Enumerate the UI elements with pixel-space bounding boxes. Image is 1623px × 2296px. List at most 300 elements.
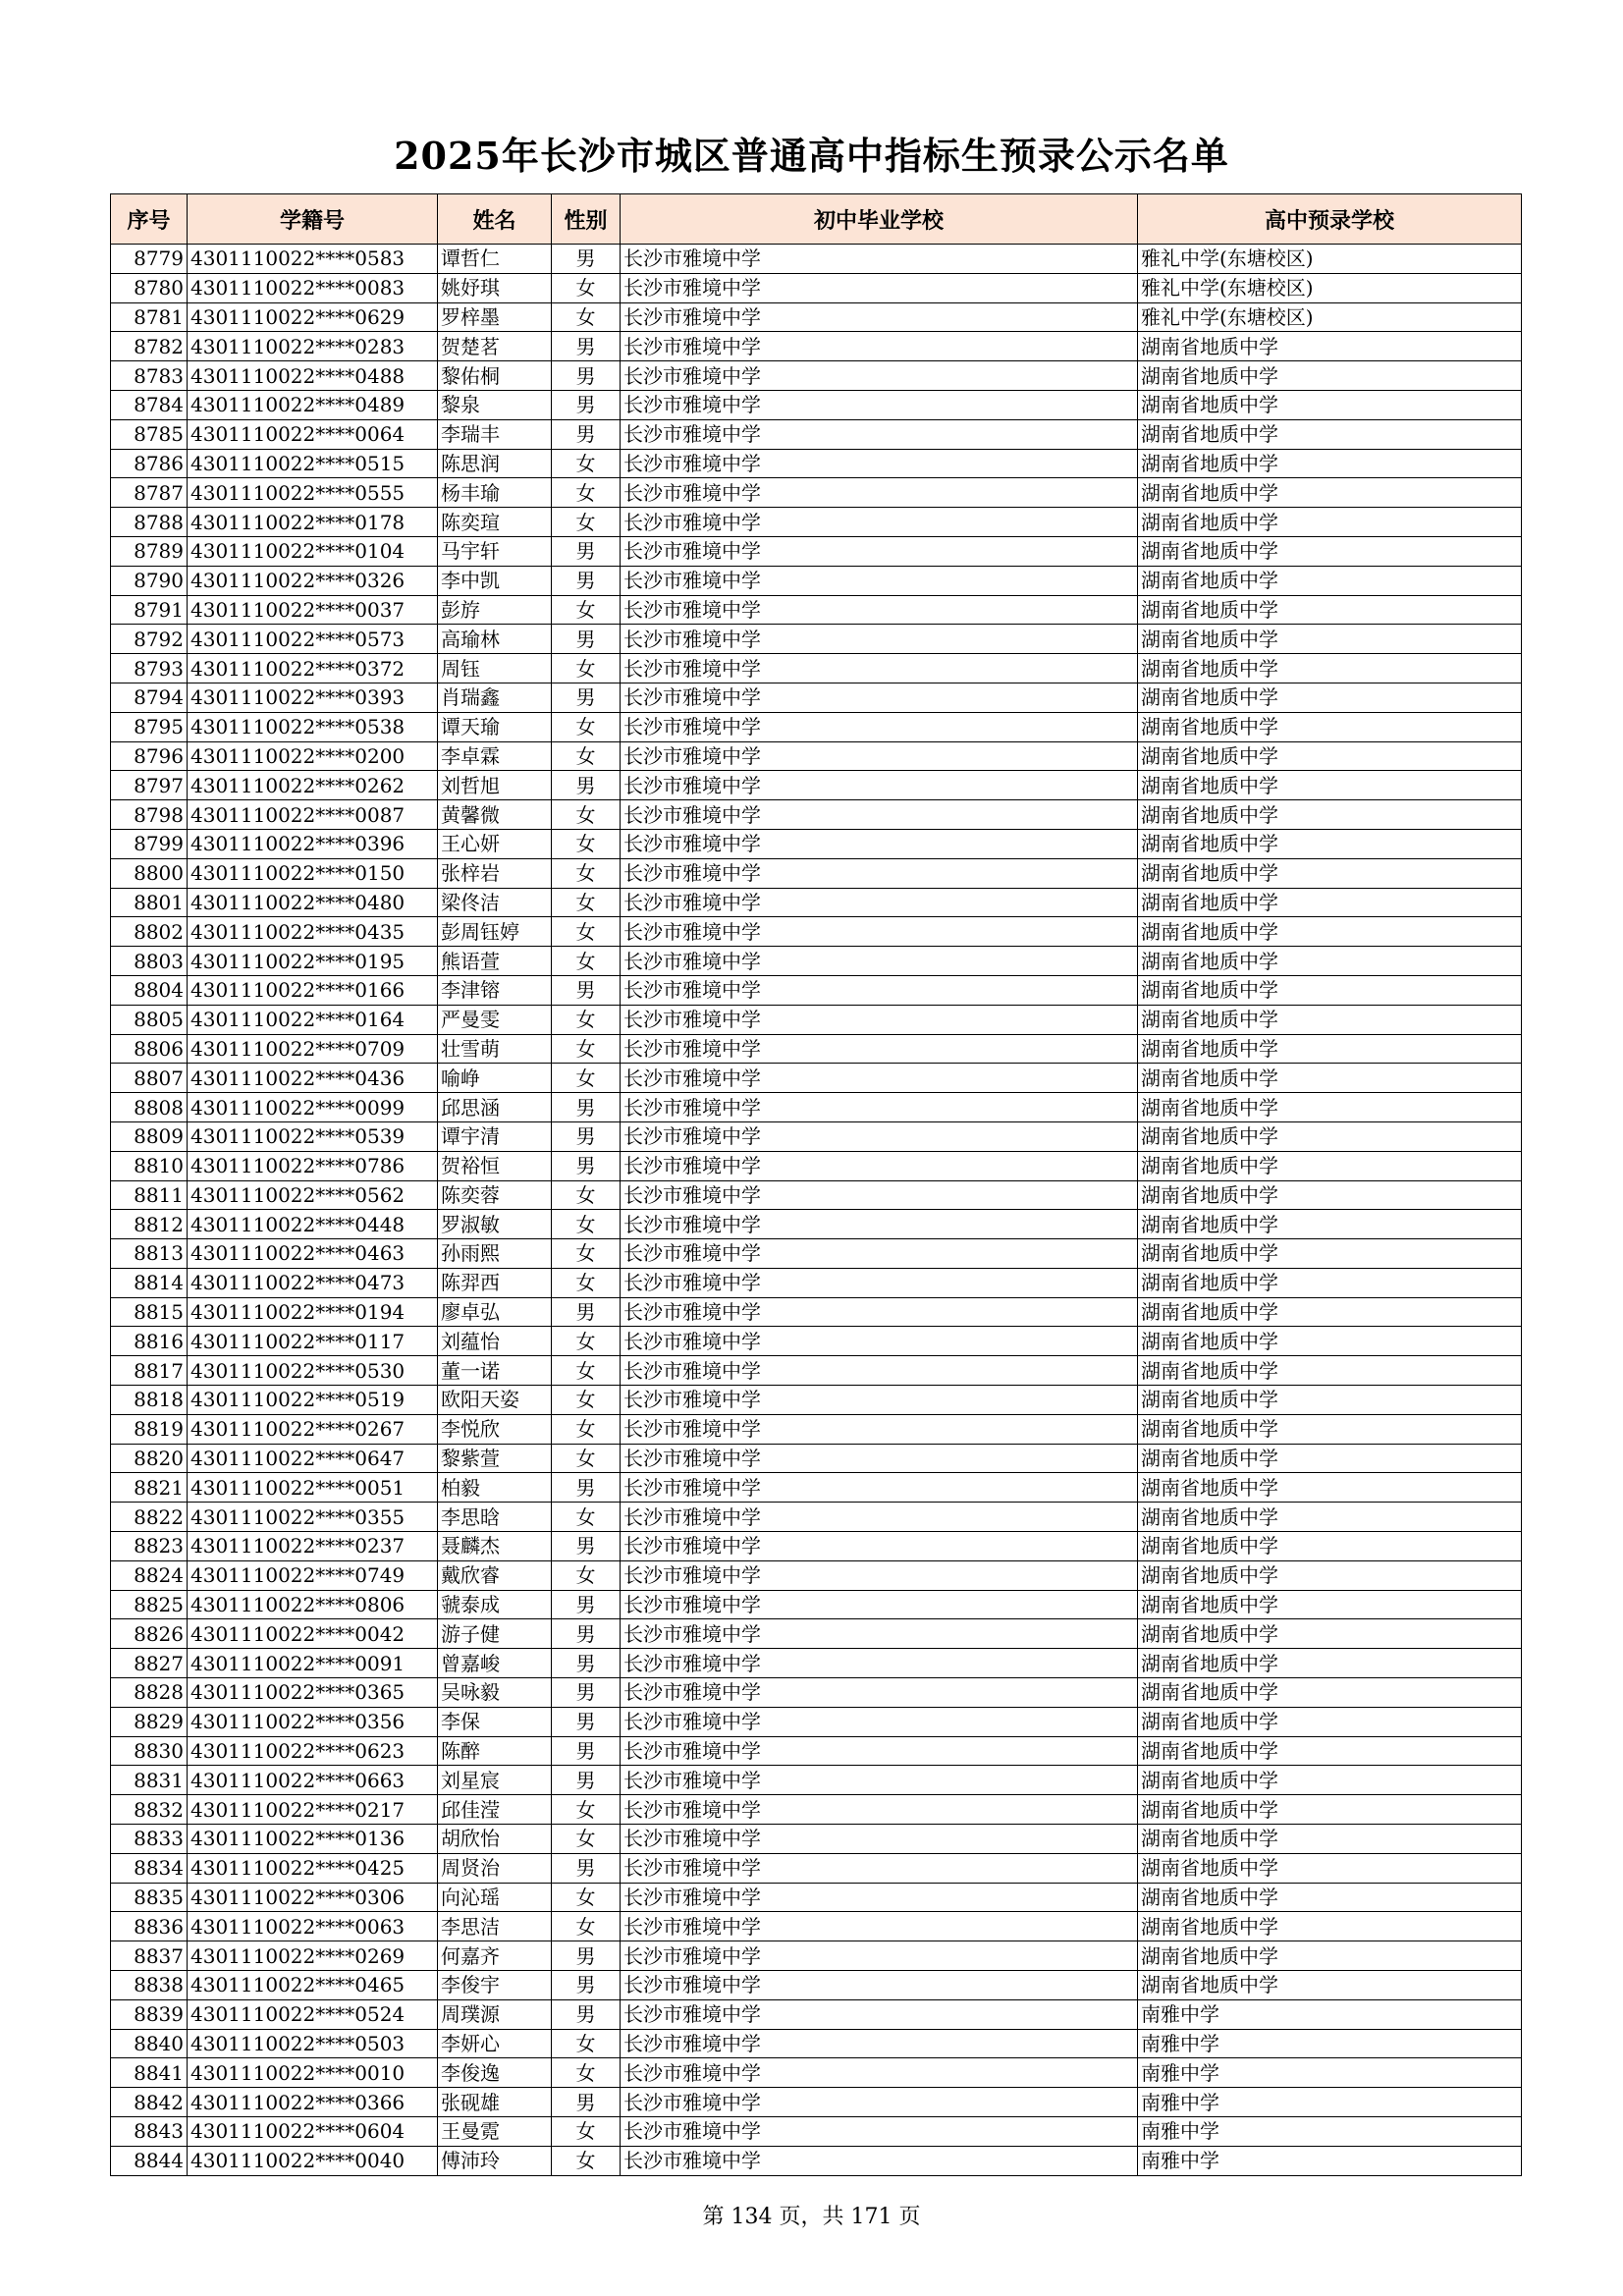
cell-student-id: 4301110022****0473 [188,1268,438,1297]
cell-middle-school: 长沙市雅境中学 [621,273,1138,302]
cell-gender: 女 [552,595,621,625]
cell-seq: 8807 [111,1064,188,1093]
cell-gender: 女 [552,1825,621,1854]
cell-middle-school: 长沙市雅境中学 [621,478,1138,508]
cell-name: 黎佑桐 [438,361,552,391]
cell-seq: 8810 [111,1151,188,1180]
cell-student-id: 4301110022****0573 [188,625,438,654]
cell-seq: 8835 [111,1883,188,1912]
cell-high-school: 湖南省地质中学 [1138,390,1522,419]
cell-student-id: 4301110022****0530 [188,1356,438,1386]
cell-middle-school: 长沙市雅境中学 [621,1356,1138,1386]
table-row [111,1444,1522,1473]
table-row [111,2146,1522,2175]
cell-student-id: 4301110022****0010 [188,2058,438,2088]
cell-seq: 8827 [111,1649,188,1678]
cell-name: 喻峥 [438,1064,552,1093]
cell-high-school: 湖南省地质中学 [1138,1883,1522,1912]
cell-gender: 女 [552,1005,621,1034]
cell-name: 胡欣怡 [438,1825,552,1854]
cell-seq: 8801 [111,888,188,917]
cell-name: 姚妤琪 [438,273,552,302]
header-gender: 性别 [552,194,621,245]
cell-name: 刘蕴怡 [438,1327,552,1356]
table-row [111,361,1522,391]
cell-student-id: 4301110022****0195 [188,947,438,976]
cell-high-school: 湖南省地质中学 [1138,566,1522,595]
cell-middle-school: 长沙市雅境中学 [621,2029,1138,2058]
table-row [111,1151,1522,1180]
cell-name: 周贤治 [438,1853,552,1883]
cell-name: 王曼霓 [438,2117,552,2147]
cell-gender: 女 [552,947,621,976]
cell-gender: 女 [552,1795,621,1825]
cell-seq: 8799 [111,829,188,858]
table-body [111,245,1522,2176]
cell-student-id: 4301110022****0663 [188,1766,438,1795]
cell-seq: 8828 [111,1678,188,1708]
cell-middle-school: 长沙市雅境中学 [621,917,1138,947]
cell-student-id: 4301110022****0436 [188,1064,438,1093]
cell-seq: 8798 [111,800,188,830]
cell-high-school: 湖南省地质中学 [1138,1766,1522,1795]
cell-seq: 8830 [111,1736,188,1766]
header-student-id: 学籍号 [188,194,438,245]
cell-gender: 女 [552,1239,621,1269]
cell-gender: 男 [552,1999,621,2029]
cell-high-school: 湖南省地质中学 [1138,1356,1522,1386]
cell-middle-school: 长沙市雅境中学 [621,771,1138,800]
table-row [111,419,1522,449]
cell-gender: 男 [552,1707,621,1736]
cell-middle-school: 长沙市雅境中学 [621,1210,1138,1239]
cell-high-school: 雅礼中学(东塘校区) [1138,245,1522,274]
cell-gender: 女 [552,478,621,508]
cell-name: 刘哲旭 [438,771,552,800]
cell-seq: 8817 [111,1356,188,1386]
cell-high-school: 湖南省地质中学 [1138,917,1522,947]
cell-middle-school: 长沙市雅境中学 [621,2058,1138,2088]
cell-gender: 男 [552,1678,621,1708]
table-row [111,1473,1522,1503]
cell-gender: 男 [552,566,621,595]
cell-seq: 8821 [111,1473,188,1503]
cell-high-school: 湖南省地质中学 [1138,975,1522,1005]
table-row [111,1912,1522,1941]
cell-middle-school: 长沙市雅境中学 [621,1619,1138,1649]
cell-seq: 8825 [111,1590,188,1619]
cell-seq: 8822 [111,1503,188,1532]
cell-student-id: 4301110022****0709 [188,1034,438,1064]
cell-high-school: 湖南省地质中学 [1138,1327,1522,1356]
cell-seq: 8818 [111,1386,188,1415]
cell-name: 李津镕 [438,975,552,1005]
header-seq: 序号 [111,194,188,245]
cell-seq: 8834 [111,1853,188,1883]
cell-seq: 8838 [111,1971,188,2000]
cell-high-school: 湖南省地质中学 [1138,829,1522,858]
cell-student-id: 4301110022****0539 [188,1121,438,1151]
cell-gender: 女 [552,1180,621,1210]
cell-middle-school: 长沙市雅境中学 [621,683,1138,712]
cell-gender: 男 [552,1532,621,1561]
cell-student-id: 4301110022****0448 [188,1210,438,1239]
cell-student-id: 4301110022****0200 [188,741,438,771]
cell-gender: 女 [552,1356,621,1386]
table-row [111,449,1522,478]
table-row [111,478,1522,508]
cell-middle-school: 长沙市雅境中学 [621,419,1138,449]
cell-student-id: 4301110022****0786 [188,1151,438,1180]
cell-gender: 女 [552,800,621,830]
cell-name: 陈醉 [438,1736,552,1766]
table-row [111,1590,1522,1619]
table-row [111,1386,1522,1415]
cell-high-school: 雅礼中学(东塘校区) [1138,302,1522,332]
cell-student-id: 4301110022****0488 [188,361,438,391]
cell-gender: 女 [552,1327,621,1356]
cell-gender: 女 [552,1444,621,1473]
cell-seq: 8792 [111,625,188,654]
cell-name: 邱思涵 [438,1093,552,1122]
cell-name: 罗梓墨 [438,302,552,332]
cell-gender: 女 [552,2058,621,2088]
cell-gender: 男 [552,361,621,391]
cell-seq: 8815 [111,1297,188,1327]
cell-gender: 女 [552,1064,621,1093]
cell-high-school: 湖南省地质中学 [1138,1268,1522,1297]
cell-gender: 女 [552,2117,621,2147]
cell-middle-school: 长沙市雅境中学 [621,1327,1138,1356]
cell-high-school: 湖南省地质中学 [1138,595,1522,625]
cell-gender: 男 [552,625,621,654]
cell-middle-school: 长沙市雅境中学 [621,975,1138,1005]
cell-gender: 女 [552,302,621,332]
cell-high-school: 湖南省地质中学 [1138,1825,1522,1854]
cell-student-id: 4301110022****0749 [188,1560,438,1590]
roster-table [110,193,1522,2176]
cell-student-id: 4301110022****0425 [188,1853,438,1883]
cell-middle-school: 长沙市雅境中学 [621,947,1138,976]
cell-seq: 8804 [111,975,188,1005]
cell-seq: 8786 [111,449,188,478]
cell-middle-school: 长沙市雅境中学 [621,390,1138,419]
cell-name: 李妍心 [438,2029,552,2058]
table-row [111,1941,1522,1971]
cell-seq: 8800 [111,858,188,888]
cell-high-school: 湖南省地质中学 [1138,1853,1522,1883]
cell-high-school: 湖南省地质中学 [1138,683,1522,712]
cell-gender: 女 [552,508,621,537]
cell-middle-school: 长沙市雅境中学 [621,741,1138,771]
cell-name: 李俊宇 [438,1971,552,2000]
table-row [111,771,1522,800]
cell-name: 陈思润 [438,449,552,478]
table-row [111,1736,1522,1766]
table-row [111,1825,1522,1854]
cell-seq: 8788 [111,508,188,537]
cell-high-school: 湖南省地质中学 [1138,1736,1522,1766]
cell-high-school: 湖南省地质中学 [1138,508,1522,537]
cell-name: 贺裕恒 [438,1151,552,1180]
cell-high-school: 南雅中学 [1138,1999,1522,2029]
cell-middle-school: 长沙市雅境中学 [621,1386,1138,1415]
table-row [111,1239,1522,1269]
cell-name: 马宇轩 [438,536,552,566]
cell-high-school: 湖南省地质中学 [1138,712,1522,741]
cell-high-school: 湖南省地质中学 [1138,888,1522,917]
cell-name: 游子健 [438,1619,552,1649]
cell-seq: 8806 [111,1034,188,1064]
cell-student-id: 4301110022****0042 [188,1619,438,1649]
cell-high-school: 湖南省地质中学 [1138,1795,1522,1825]
cell-high-school: 湖南省地质中学 [1138,1121,1522,1151]
cell-seq: 8820 [111,1444,188,1473]
cell-seq: 8787 [111,478,188,508]
cell-seq: 8794 [111,683,188,712]
cell-student-id: 4301110022****0583 [188,245,438,274]
cell-high-school: 湖南省地质中学 [1138,1239,1522,1269]
cell-student-id: 4301110022****0267 [188,1414,438,1444]
cell-gender: 女 [552,1386,621,1415]
cell-seq: 8793 [111,654,188,683]
table-row [111,975,1522,1005]
cell-middle-school: 长沙市雅境中学 [621,1766,1138,1795]
cell-name: 邱佳滢 [438,1795,552,1825]
table-row [111,302,1522,332]
cell-name: 杨丰瑜 [438,478,552,508]
cell-seq: 8839 [111,1999,188,2029]
cell-gender: 女 [552,2146,621,2175]
cell-name: 吴咏毅 [438,1678,552,1708]
cell-student-id: 4301110022****0150 [188,858,438,888]
table-row [111,947,1522,976]
table-row [111,1064,1522,1093]
cell-middle-school: 长沙市雅境中学 [621,2146,1138,2175]
table-row [111,741,1522,771]
cell-high-school: 雅礼中学(东塘校区) [1138,273,1522,302]
cell-seq: 8795 [111,712,188,741]
cell-high-school: 湖南省地质中学 [1138,1473,1522,1503]
cell-student-id: 4301110022****0237 [188,1532,438,1561]
cell-middle-school: 长沙市雅境中学 [621,858,1138,888]
cell-name: 张梓岩 [438,858,552,888]
cell-student-id: 4301110022****0104 [188,536,438,566]
table-row [111,1795,1522,1825]
cell-seq: 8808 [111,1093,188,1122]
cell-middle-school: 长沙市雅境中学 [621,1649,1138,1678]
cell-gender: 男 [552,1736,621,1766]
cell-student-id: 4301110022****0562 [188,1180,438,1210]
cell-student-id: 4301110022****0396 [188,829,438,858]
cell-high-school: 湖南省地质中学 [1138,1707,1522,1736]
cell-middle-school: 长沙市雅境中学 [621,800,1138,830]
cell-gender: 男 [552,1473,621,1503]
cell-high-school: 南雅中学 [1138,2146,1522,2175]
cell-seq: 8789 [111,536,188,566]
cell-seq: 8841 [111,2058,188,2088]
cell-high-school: 湖南省地质中学 [1138,1005,1522,1034]
cell-gender: 男 [552,683,621,712]
cell-gender: 男 [552,332,621,361]
cell-seq: 8842 [111,2088,188,2117]
cell-name: 聂麟杰 [438,1532,552,1561]
cell-middle-school: 长沙市雅境中学 [621,1590,1138,1619]
cell-gender: 男 [552,1093,621,1122]
cell-student-id: 4301110022****0037 [188,595,438,625]
cell-seq: 8791 [111,595,188,625]
cell-student-id: 4301110022****0166 [188,975,438,1005]
cell-name: 谭宇清 [438,1121,552,1151]
cell-seq: 8814 [111,1268,188,1297]
cell-middle-school: 长沙市雅境中学 [621,1678,1138,1708]
cell-gender: 女 [552,449,621,478]
cell-gender: 男 [552,1619,621,1649]
cell-gender: 女 [552,1268,621,1297]
cell-name: 黎泉 [438,390,552,419]
cell-student-id: 4301110022****0366 [188,2088,438,2117]
cell-high-school: 湖南省地质中学 [1138,536,1522,566]
cell-student-id: 4301110022****0178 [188,508,438,537]
cell-high-school: 湖南省地质中学 [1138,858,1522,888]
cell-middle-school: 长沙市雅境中学 [621,595,1138,625]
cell-middle-school: 长沙市雅境中学 [621,1912,1138,1941]
cell-student-id: 4301110022****0136 [188,1825,438,1854]
cell-name: 周璞源 [438,1999,552,2029]
cell-seq: 8812 [111,1210,188,1239]
table-row [111,1356,1522,1386]
cell-gender: 男 [552,771,621,800]
cell-gender: 男 [552,536,621,566]
cell-gender: 男 [552,975,621,1005]
cell-name: 刘星宸 [438,1766,552,1795]
table-row [111,1999,1522,2029]
cell-high-school: 湖南省地质中学 [1138,625,1522,654]
cell-seq: 8809 [111,1121,188,1151]
cell-middle-school: 长沙市雅境中学 [621,1560,1138,1590]
table-row [111,800,1522,830]
cell-middle-school: 长沙市雅境中学 [621,654,1138,683]
cell-student-id: 4301110022****0194 [188,1297,438,1327]
table-row [111,1093,1522,1122]
cell-name: 傅沛玲 [438,2146,552,2175]
cell-middle-school: 长沙市雅境中学 [621,361,1138,391]
header-high-school: 高中预录学校 [1138,194,1522,245]
cell-student-id: 4301110022****0623 [188,1736,438,1766]
table-row [111,1503,1522,1532]
cell-middle-school: 长沙市雅境中学 [621,1151,1138,1180]
cell-high-school: 湖南省地质中学 [1138,1912,1522,1941]
cell-high-school: 湖南省地质中学 [1138,1444,1522,1473]
cell-high-school: 湖南省地质中学 [1138,1210,1522,1239]
table-row [111,390,1522,419]
cell-seq: 8797 [111,771,188,800]
cell-student-id: 4301110022****0555 [188,478,438,508]
cell-gender: 男 [552,1649,621,1678]
cell-middle-school: 长沙市雅境中学 [621,332,1138,361]
cell-middle-school: 长沙市雅境中学 [621,1795,1138,1825]
cell-seq: 8836 [111,1912,188,1941]
cell-seq: 8831 [111,1766,188,1795]
cell-name: 谭哲仁 [438,245,552,274]
cell-gender: 女 [552,888,621,917]
cell-high-school: 湖南省地质中学 [1138,1941,1522,1971]
cell-gender: 女 [552,1034,621,1064]
cell-high-school: 湖南省地质中学 [1138,654,1522,683]
cell-name: 柏毅 [438,1473,552,1503]
cell-student-id: 4301110022****0503 [188,2029,438,2058]
cell-high-school: 湖南省地质中学 [1138,1093,1522,1122]
cell-student-id: 4301110022****0117 [188,1327,438,1356]
table-row [111,712,1522,741]
cell-high-school: 湖南省地质中学 [1138,1414,1522,1444]
cell-seq: 8832 [111,1795,188,1825]
cell-gender: 男 [552,1853,621,1883]
cell-name: 彭斿 [438,595,552,625]
cell-name: 陈奕瑄 [438,508,552,537]
cell-high-school: 湖南省地质中学 [1138,1590,1522,1619]
cell-middle-school: 长沙市雅境中学 [621,1941,1138,1971]
cell-name: 向沁瑶 [438,1883,552,1912]
cell-name: 李卓霖 [438,741,552,771]
cell-name: 曾嘉峻 [438,1649,552,1678]
cell-middle-school: 长沙市雅境中学 [621,1444,1138,1473]
cell-student-id: 4301110022****0269 [188,1941,438,1971]
cell-gender: 女 [552,1210,621,1239]
cell-student-id: 4301110022****0647 [188,1444,438,1473]
cell-high-school: 湖南省地质中学 [1138,1619,1522,1649]
cell-high-school: 湖南省地质中学 [1138,449,1522,478]
cell-middle-school: 长沙市雅境中学 [621,829,1138,858]
cell-high-school: 湖南省地质中学 [1138,1560,1522,1590]
table-row [111,1649,1522,1678]
cell-seq: 8803 [111,947,188,976]
cell-middle-school: 长沙市雅境中学 [621,1473,1138,1503]
table-row [111,829,1522,858]
cell-middle-school: 长沙市雅境中学 [621,1707,1138,1736]
cell-gender: 男 [552,2088,621,2117]
cell-student-id: 4301110022****0465 [188,1971,438,2000]
cell-high-school: 湖南省地质中学 [1138,741,1522,771]
cell-name: 严曼雯 [438,1005,552,1034]
cell-student-id: 4301110022****0524 [188,1999,438,2029]
cell-student-id: 4301110022****0489 [188,390,438,419]
cell-name: 廖卓弘 [438,1297,552,1327]
table-row [111,1766,1522,1795]
cell-high-school: 湖南省地质中学 [1138,1971,1522,2000]
cell-middle-school: 长沙市雅境中学 [621,2117,1138,2147]
table-row [111,1883,1522,1912]
cell-name: 周钰 [438,654,552,683]
table-row [111,1678,1522,1708]
page-footer: 第 134 页，共 171 页 [702,2205,921,2229]
cell-middle-school: 长沙市雅境中学 [621,1853,1138,1883]
cell-name: 贺楚茗 [438,332,552,361]
cell-seq: 8811 [111,1180,188,1210]
cell-high-school: 湖南省地质中学 [1138,1034,1522,1064]
cell-gender: 女 [552,1883,621,1912]
cell-seq: 8829 [111,1707,188,1736]
cell-seq: 8784 [111,390,188,419]
cell-high-school: 湖南省地质中学 [1138,1678,1522,1708]
cell-middle-school: 长沙市雅境中学 [621,1883,1138,1912]
cell-seq: 8843 [111,2117,188,2147]
cell-high-school: 湖南省地质中学 [1138,1386,1522,1415]
cell-middle-school: 长沙市雅境中学 [621,536,1138,566]
cell-high-school: 湖南省地质中学 [1138,1532,1522,1561]
cell-middle-school: 长沙市雅境中学 [621,1005,1138,1034]
cell-student-id: 4301110022****0164 [188,1005,438,1034]
